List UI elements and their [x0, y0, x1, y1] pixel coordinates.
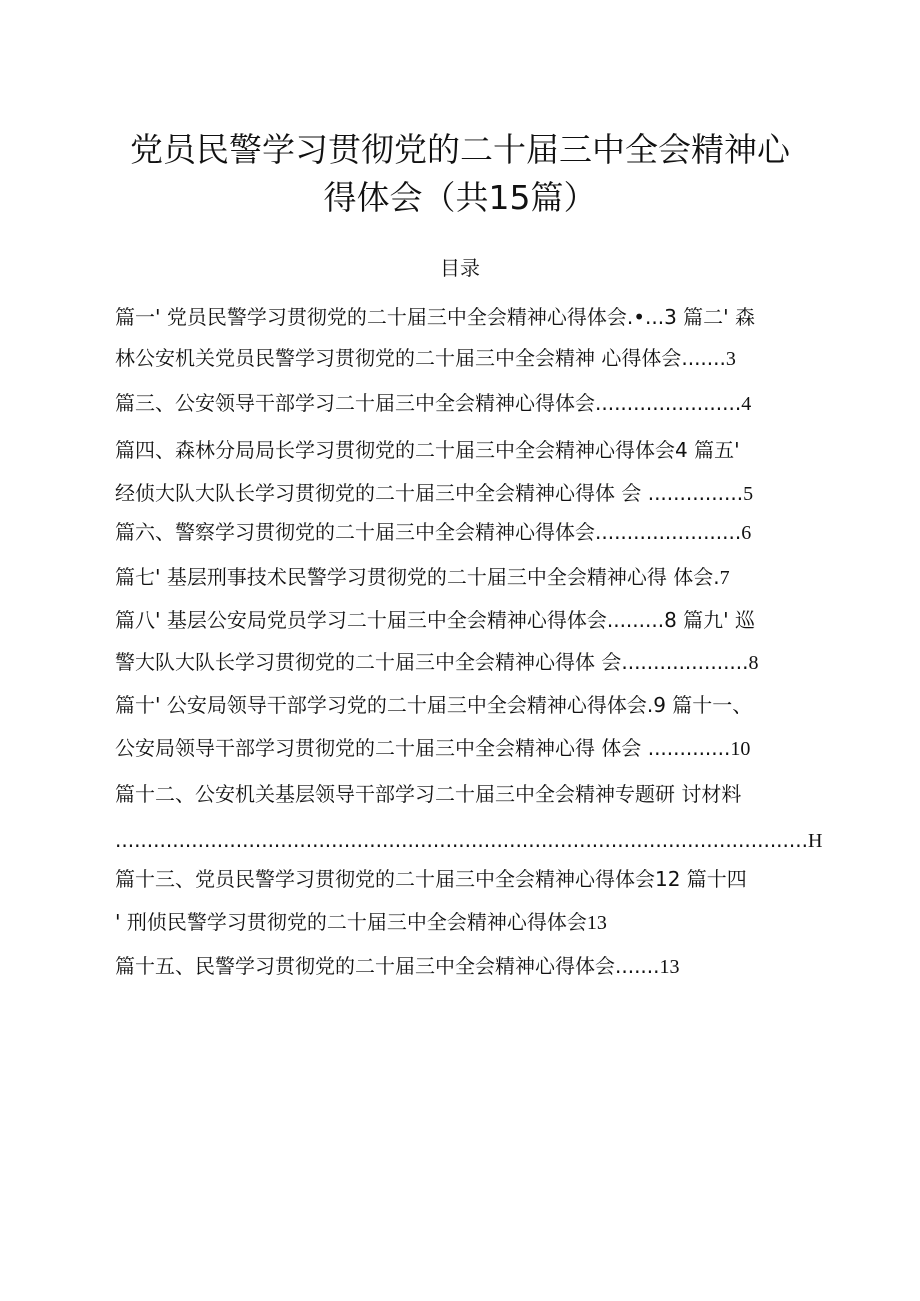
toc-entry-text: 经侦大队大队长学习贯彻党的二十届三中全会精神心得体 会 ...............	[115, 481, 744, 505]
toc-entry-text: 警大队大队长学习贯彻党的二十届三中全会精神心得体 会....................	[115, 650, 749, 674]
toc-entry-text: .............................................................................................................	[115, 828, 808, 852]
toc-page-number: 3	[725, 348, 736, 370]
toc-line	[115, 648, 855, 677]
toc-entry-text: 篇十二、公安机关基层领导干部学习二十届三中全会精神专题研 讨材料	[115, 782, 742, 806]
toc-line	[115, 826, 855, 855]
toc-line	[115, 780, 855, 808]
toc-page-number: 4	[741, 393, 752, 415]
toc-entry-text: 篇四、森林分局局长学习贯彻党的二十届三中全会精神心得体会4 篇五'	[115, 438, 740, 462]
toc-entry-text: 篇一' 党员民警学习贯彻党的二十届三中全会精神心得体会.•...3 篇二' 森	[115, 305, 756, 329]
toc-line	[115, 344, 855, 373]
toc-line	[115, 734, 855, 763]
toc-line	[115, 952, 855, 981]
toc-heading: 目录	[440, 256, 480, 280]
toc-entry-text: 公安局领导干部学习贯彻党的二十届三中全会精神心得 体会 .............	[115, 736, 731, 760]
toc-entry-text: 林公安机关党员民警学习贯彻党的二十届三中全会精神 心得体会.......	[115, 346, 726, 370]
toc-line	[115, 908, 855, 937]
toc-entry-text: 篇八' 基层公安局党员学习二十届三中全会精神心得体会.........8 篇九' 巡	[115, 608, 756, 632]
toc-line	[115, 303, 855, 331]
toc-page-number: 7	[719, 567, 730, 589]
toc-entry-text: 篇七' 基层刑事技术民警学习贯彻党的二十届三中全会精神心得 体会.	[115, 565, 720, 589]
toc-page-number: 8	[748, 652, 759, 674]
toc-page-number: 6	[741, 522, 752, 544]
document-title-line-2: 得体会（共15篇）	[323, 178, 597, 217]
toc-page-number: H	[807, 830, 823, 852]
toc-page-number: 5	[743, 483, 754, 505]
toc-line	[115, 691, 855, 719]
toc-line	[115, 479, 855, 508]
toc-entry-text: 篇十' 公安局领导干部学习党的二十届三中全会精神心得体会.9 篇十一、	[115, 693, 753, 717]
toc-line	[115, 606, 855, 634]
toc-page-number: 13	[659, 956, 680, 978]
toc-line	[115, 389, 855, 418]
toc-entry-text: 篇三、公安领导干部学习二十届三中全会精神心得体会.......................	[115, 391, 742, 415]
toc-line	[115, 436, 855, 464]
toc-entry-text: 篇十三、党员民警学习贯彻党的二十届三中全会精神心得体会12 篇十四	[115, 867, 747, 891]
toc-line	[115, 563, 855, 592]
toc-entry-text: 篇十五、民警学习贯彻党的二十届三中全会精神心得体会.......	[115, 954, 660, 978]
toc-entry-text: ' 刑侦民警学习贯彻党的二十届三中全会精神心得体会	[115, 910, 587, 934]
toc-entry-text: 篇六、警察学习贯彻党的二十届三中全会精神心得体会.......................	[115, 520, 742, 544]
toc-page-number: 13	[586, 912, 607, 934]
toc-page-number: 10	[730, 738, 751, 760]
toc-line	[115, 518, 855, 547]
document-title-line-1: 党员民警学习贯彻党的二十届三中全会精神心	[130, 130, 790, 169]
toc-line	[115, 865, 855, 893]
